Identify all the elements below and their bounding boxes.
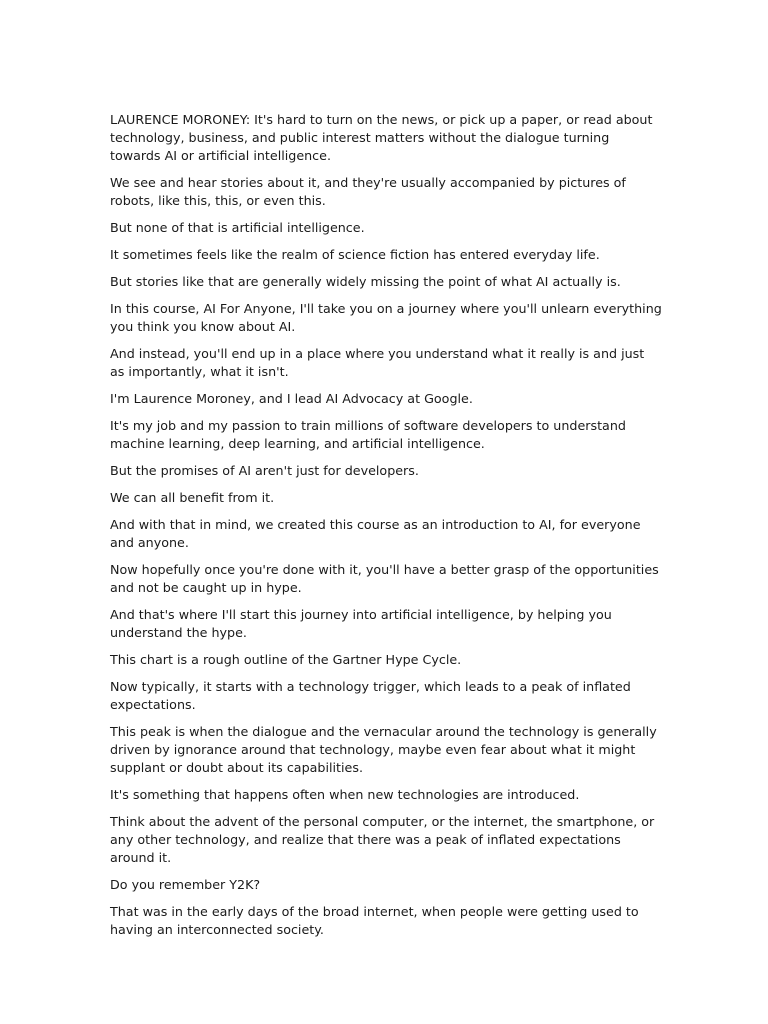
paragraph: We can all benefit from it. [110, 490, 275, 505]
paragraph: Do you remember Y2K? [110, 877, 261, 892]
paragraph: Now hopefully once you're done with it, you'll have a better grasp of the opportunities and not be caught up in hype. [110, 562, 659, 595]
paragraph: This chart is a rough outline of the Gartner Hype Cycle. [110, 652, 462, 667]
paragraph: In this course, AI For Anyone, I'll take you on a journey where you'll unlearn everything you think you know about AI. [110, 301, 662, 334]
paragraph: We see and hear stories about it, and they're usually accompanied by pictures of robots, like this, this, or even this. [110, 175, 626, 208]
paragraph: LAURENCE MORONEY: It's hard to turn on the news, or pick up a paper, or read about technology, business, and public interest matters without the dialogue turning towards AI or artificial intelligence. [110, 112, 653, 163]
paragraph: This peak is when the dialogue and the vernacular around the technology is generally driven by ignorance around that technology, maybe even fear about what it might supplant or doubt about its capabilities. [110, 724, 657, 775]
paragraph: But the promises of AI aren't just for developers. [110, 463, 419, 478]
paragraph: That was in the early days of the broad internet, when people were getting used to having an interconnected society. [110, 904, 639, 937]
paragraph: I'm Laurence Moroney, and I lead AI Advocacy at Google. [110, 391, 473, 406]
paragraph: It's something that happens often when new technologies are introduced. [110, 787, 580, 802]
paragraph: And that's where I'll start this journey into artificial intelligence, by helping you understand the hype. [110, 607, 612, 640]
paragraph: It's my job and my passion to train millions of software developers to understand machine learning, deep learning, and artificial intelligence. [110, 418, 626, 451]
document-body [110, 111, 662, 948]
paragraph: But stories like that are generally widely missing the point of what AI actually is. [110, 274, 621, 289]
paragraph: Think about the advent of the personal computer, or the internet, the smartphone, or any other technology, and realize that there was a peak of inflated expectations around it. [110, 814, 655, 865]
paragraph: Now typically, it starts with a technology trigger, which leads to a peak of inflated expectations. [110, 679, 631, 712]
paragraph: It sometimes feels like the realm of science fiction has entered everyday life. [110, 247, 600, 262]
paragraph: And with that in mind, we created this course as an introduction to AI, for everyone and anyone. [110, 517, 641, 550]
paragraph: And instead, you'll end up in a place where you understand what it really is and just as importantly, what it isn't. [110, 346, 645, 379]
paragraph: But none of that is artificial intelligence. [110, 220, 365, 235]
